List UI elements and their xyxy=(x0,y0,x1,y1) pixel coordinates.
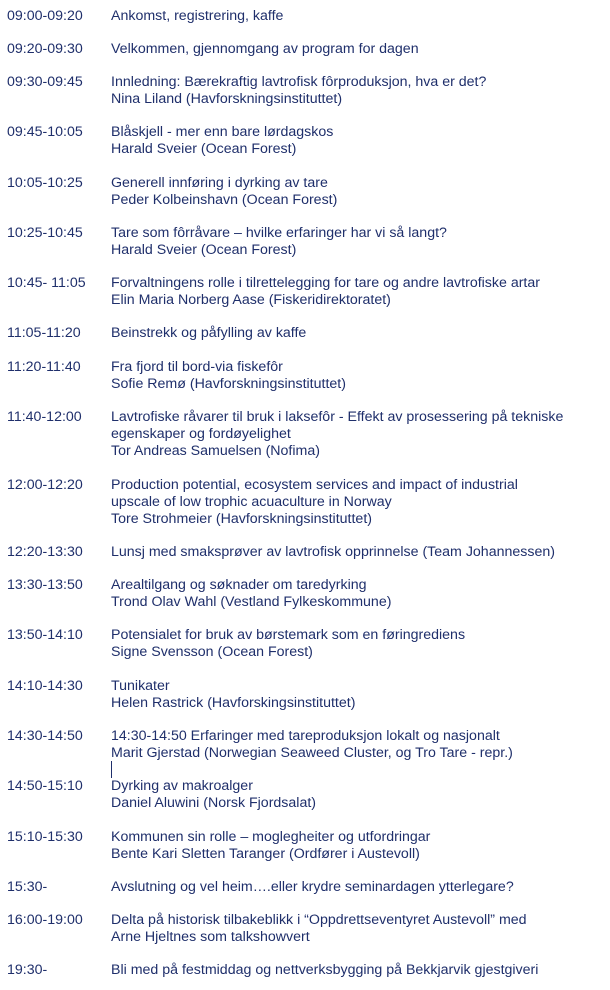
row-time: 12:00-12:20 xyxy=(7,477,83,493)
row-speaker: Tore Strohmeier (Havforskningsinstituttet) xyxy=(111,511,372,527)
row-speaker: Elin Maria Norberg Aase (Fiskeridirektoratet) xyxy=(111,292,391,308)
row-speaker: Sofie Remø (Havforskningsinstituttet) xyxy=(111,376,346,392)
row-content xyxy=(111,409,606,460)
text-cursor xyxy=(111,761,112,778)
row-content xyxy=(111,74,606,108)
row-title: Velkommen, gjennomgang av program for dagen xyxy=(111,41,419,57)
row-title: Beinstrekk og påfylling av kaffe xyxy=(111,325,307,341)
row-title: Dyrking av makroalger xyxy=(111,778,253,794)
row-speaker: Nina Liland (Havforskningsinstituttet) xyxy=(111,91,343,107)
row-title: Forvaltningens rolle i tilrettelegging for tare og andre lavtrofiske artar xyxy=(111,275,540,291)
row-title: Avslutning og vel heim….eller krydre seminardagen ytterlegare? xyxy=(111,879,514,895)
row-speaker: Trond Olav Wahl (Vestland Fylkeskommune) xyxy=(111,594,392,610)
row-title: Lavtrofiske råvarer til bruk i laksefôr - Effekt av prosessering på tekniske xyxy=(111,409,564,425)
row-time: 15:10-15:30 xyxy=(7,829,83,845)
row-time: 09:20-09:30 xyxy=(7,41,83,57)
row-content xyxy=(111,544,606,561)
row-content xyxy=(111,778,606,812)
row-time: 19:30- xyxy=(7,962,48,978)
row-time: 13:30-13:50 xyxy=(7,577,83,593)
row-title: Blåskjell - mer enn bare lørdagskos xyxy=(111,124,334,140)
row-speaker: Helen Rastrick (Havforskingsinstituttet) xyxy=(111,695,356,711)
row-content xyxy=(111,829,606,863)
row-title: Innledning: Bærekraftig lavtrofisk fôrproduksjon, hva er det? xyxy=(111,74,487,90)
row-speaker: Marit Gjerstad (Norwegian Seaweed Cluster, og Tro Tare - repr.) xyxy=(111,745,513,761)
row-title: Tare som fôrråvare – hvilke erfaringer har vi så langt? xyxy=(111,225,447,241)
row-title: 14:30-14:50 Erfaringer med tareproduksjon lokalt og nasjonalt xyxy=(111,728,500,744)
row-time: 10:05-10:25 xyxy=(7,175,83,191)
row-title: Lunsj med smaksprøver av lavtrofisk opprinnelse (Team Johannessen) xyxy=(111,544,555,560)
row-title: Bli med på festmiddag og nettverksbygging på Bekkjarvik gjestgiveri xyxy=(111,962,539,978)
row-speaker: Bente Kari Sletten Taranger (Ordfører i Austevoll) xyxy=(111,846,420,862)
row-speaker: Tor Andreas Samuelsen (Nofima) xyxy=(111,443,320,459)
row-content xyxy=(111,577,606,611)
row-content xyxy=(111,225,606,259)
row-time: 10:45- 11:05 xyxy=(7,275,86,291)
row-time: 14:10-14:30 xyxy=(7,678,83,694)
row-content xyxy=(111,627,606,661)
row-content xyxy=(111,912,606,946)
row-title: Arealtilgang og søknader om taredyrking xyxy=(111,577,367,593)
row-time: 09:45-10:05 xyxy=(7,124,83,140)
row-content xyxy=(111,477,606,528)
row-speaker: Harald Sveier (Ocean Forest) xyxy=(111,242,297,258)
row-time: 13:50-14:10 xyxy=(7,627,83,643)
row-title: Fra fjord til bord-via fiskefôr xyxy=(111,359,283,375)
row-time: 11:05-11:20 xyxy=(7,325,81,341)
row-title: Production potential, ecosystem services and impact of industrial xyxy=(111,477,518,493)
row-content xyxy=(111,325,606,342)
row-speaker: Daniel Aluwini (Norsk Fjordsalat) xyxy=(111,795,316,811)
row-content xyxy=(111,879,606,896)
row-content xyxy=(111,962,606,979)
row-speaker: Harald Sveier (Ocean Forest) xyxy=(111,141,297,157)
row-content xyxy=(111,728,606,762)
row-time: 14:50-15:10 xyxy=(7,778,83,794)
row-time: 15:30- xyxy=(7,879,48,895)
row-content xyxy=(111,359,606,393)
row-content xyxy=(111,175,606,209)
row-title-continued: egenskaper og fordøyelighet xyxy=(111,426,291,442)
row-title-continued: upscale of low trophic acuaculture in Norway xyxy=(111,494,392,510)
row-title: Ankomst, registrering, kaffe xyxy=(111,8,284,24)
row-title: Potensialet for bruk av børstemark som en føringrediens xyxy=(111,627,466,643)
row-content xyxy=(111,8,606,25)
row-time: 12:20-13:30 xyxy=(7,544,83,560)
row-speaker: Peder Kolbeinshavn (Ocean Forest) xyxy=(111,192,338,208)
row-title: Delta på historisk tilbakeblikk i “Oppdrettseventyret Austevoll” med xyxy=(111,912,527,928)
row-time: 10:25-10:45 xyxy=(7,225,83,241)
row-content xyxy=(111,41,606,58)
row-speaker: Signe Svensson (Ocean Forest) xyxy=(111,644,313,660)
row-time: 09:30-09:45 xyxy=(7,74,83,90)
row-content xyxy=(111,124,606,158)
row-time: 11:40-12:00 xyxy=(7,409,82,425)
row-title: Kommunen sin rolle – moglegheiter og utfordringar xyxy=(111,829,431,845)
row-content xyxy=(111,275,606,309)
row-title-continued: Arne Hjeltnes som talkshowvert xyxy=(111,929,310,945)
row-time: 14:30-14:50 xyxy=(7,728,83,744)
row-title: Generell innføring i dyrking av tare xyxy=(111,175,328,191)
row-time: 11:20-11:40 xyxy=(7,359,81,375)
row-title: Tunikater xyxy=(111,678,170,694)
row-time: 16:00-19:00 xyxy=(7,912,83,928)
row-content xyxy=(111,678,606,712)
row-time: 09:00-09:20 xyxy=(7,8,83,24)
